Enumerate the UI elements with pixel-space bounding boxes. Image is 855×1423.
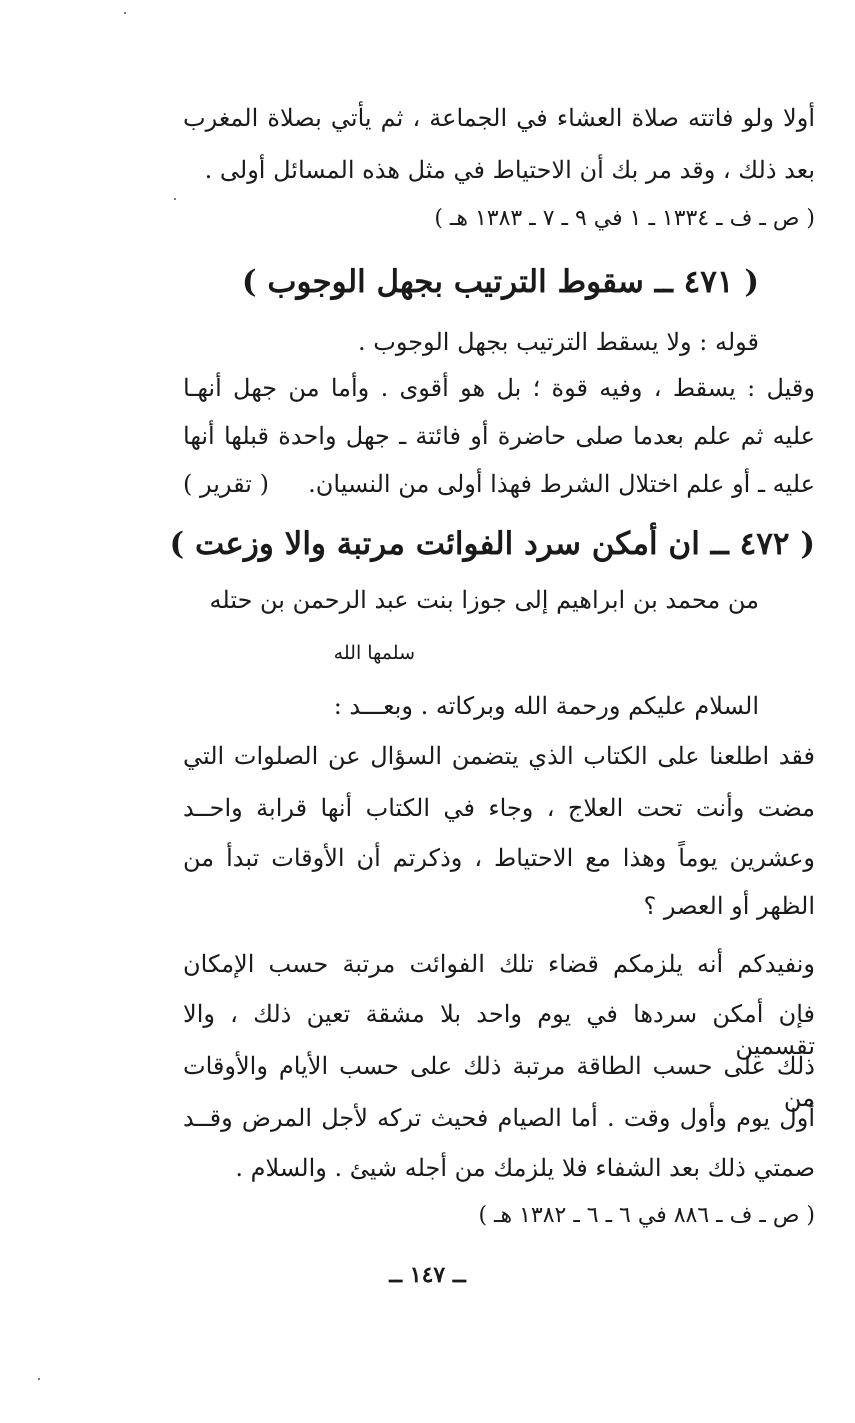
section-heading: ( ٤٧٢ ــ ان أمكن سرد الفوائت مرتبة والا وزعت ) bbox=[169, 526, 815, 562]
body-line: ذلك على حسب الطاقة مرتبة ذلك على حسب الأيام والأوقات من bbox=[183, 1052, 815, 1112]
body-line: صمتي ذلك بعد الشفاء فلا يلزمك من أجله شيئ . والسلام . bbox=[235, 1154, 815, 1182]
fatwa-reference: ( ص ـ ف ـ ١٣٣٤ ـ ١ في ٩ ـ ٧ ـ ١٣٨٣ هـ ) bbox=[434, 206, 815, 231]
scan-speck bbox=[174, 198, 176, 200]
fatwa-reference: ( ص ـ ف ـ ٨٨٦ في ٦ ـ ٦ ـ ١٣٨٢ هـ ) bbox=[478, 1203, 815, 1228]
body-line: ونفيدكم أنه يلزمكم قضاء تلك الفوائت مرتبة حسب الإمكان bbox=[183, 950, 815, 978]
section-heading: ( ٤٧١ ــ سقوط الترتيب بجهل الوجوب ) bbox=[241, 264, 759, 300]
letter-greeting: السلام عليكم ورحمة الله وبركاته . وبعـــد : bbox=[333, 692, 759, 720]
body-line: وعشرين يوماً وهذا مع الاحتياط ، وذكرتم أن الأوقات تبدأ من bbox=[183, 844, 815, 872]
body-line: عليه ـ أو علم اختلال الشرط فهذا أولى من النسيان. bbox=[308, 470, 815, 498]
scan-speck bbox=[38, 1378, 40, 1380]
body-line: الظهر أو العصر ؟ bbox=[643, 892, 815, 920]
scan-speck bbox=[124, 12, 126, 14]
body-line: مضت وأنت تحت العلاج ، وجاء في الكتاب أنها قرابة واحــد bbox=[183, 794, 815, 822]
body-line: فقد اطلعنا على الكتاب الذي يتضمن السؤال عن الصلوات التي bbox=[183, 742, 815, 770]
body-line: وقيل : يسقط ، وفيه قوة ؛ بل هو أقوى . وأما من جهل أنهـا bbox=[183, 374, 815, 402]
body-line: قوله : ولا يسقط الترتيب بجهل الوجوب . bbox=[357, 328, 759, 356]
body-line: عليه ثم علم بعدما صلى حاضرة أو فائتة ـ جهل واحدة قبلها أنها bbox=[183, 422, 815, 450]
letter-address-blessing: سلمها الله bbox=[333, 642, 415, 664]
body-line: فإن أمكن سردها في يوم واحد بلا مشقة تعين ذلك ، والا تقسمين bbox=[183, 1000, 815, 1060]
letter-address: من محمد بن ابراهيم إلى جوزا بنت عبد الرحمن بن حتله bbox=[209, 586, 759, 614]
body-line: أول يوم وأول وقت . أما الصيام فحيث تركه لأجل المرض وقــد bbox=[183, 1104, 815, 1132]
body-line: بعد ذلك ، وقد مر بك أن الاحتياط في مثل هذه المسائل أولى . bbox=[204, 156, 815, 184]
body-line: أولا ولو فاتته صلاة العشاء في الجماعة ، ثم يأتي بصلاة المغرب bbox=[183, 104, 815, 132]
page-number: ــ ١٤٧ ــ bbox=[389, 1262, 466, 1288]
source-note: ( تقرير ) bbox=[183, 470, 269, 498]
